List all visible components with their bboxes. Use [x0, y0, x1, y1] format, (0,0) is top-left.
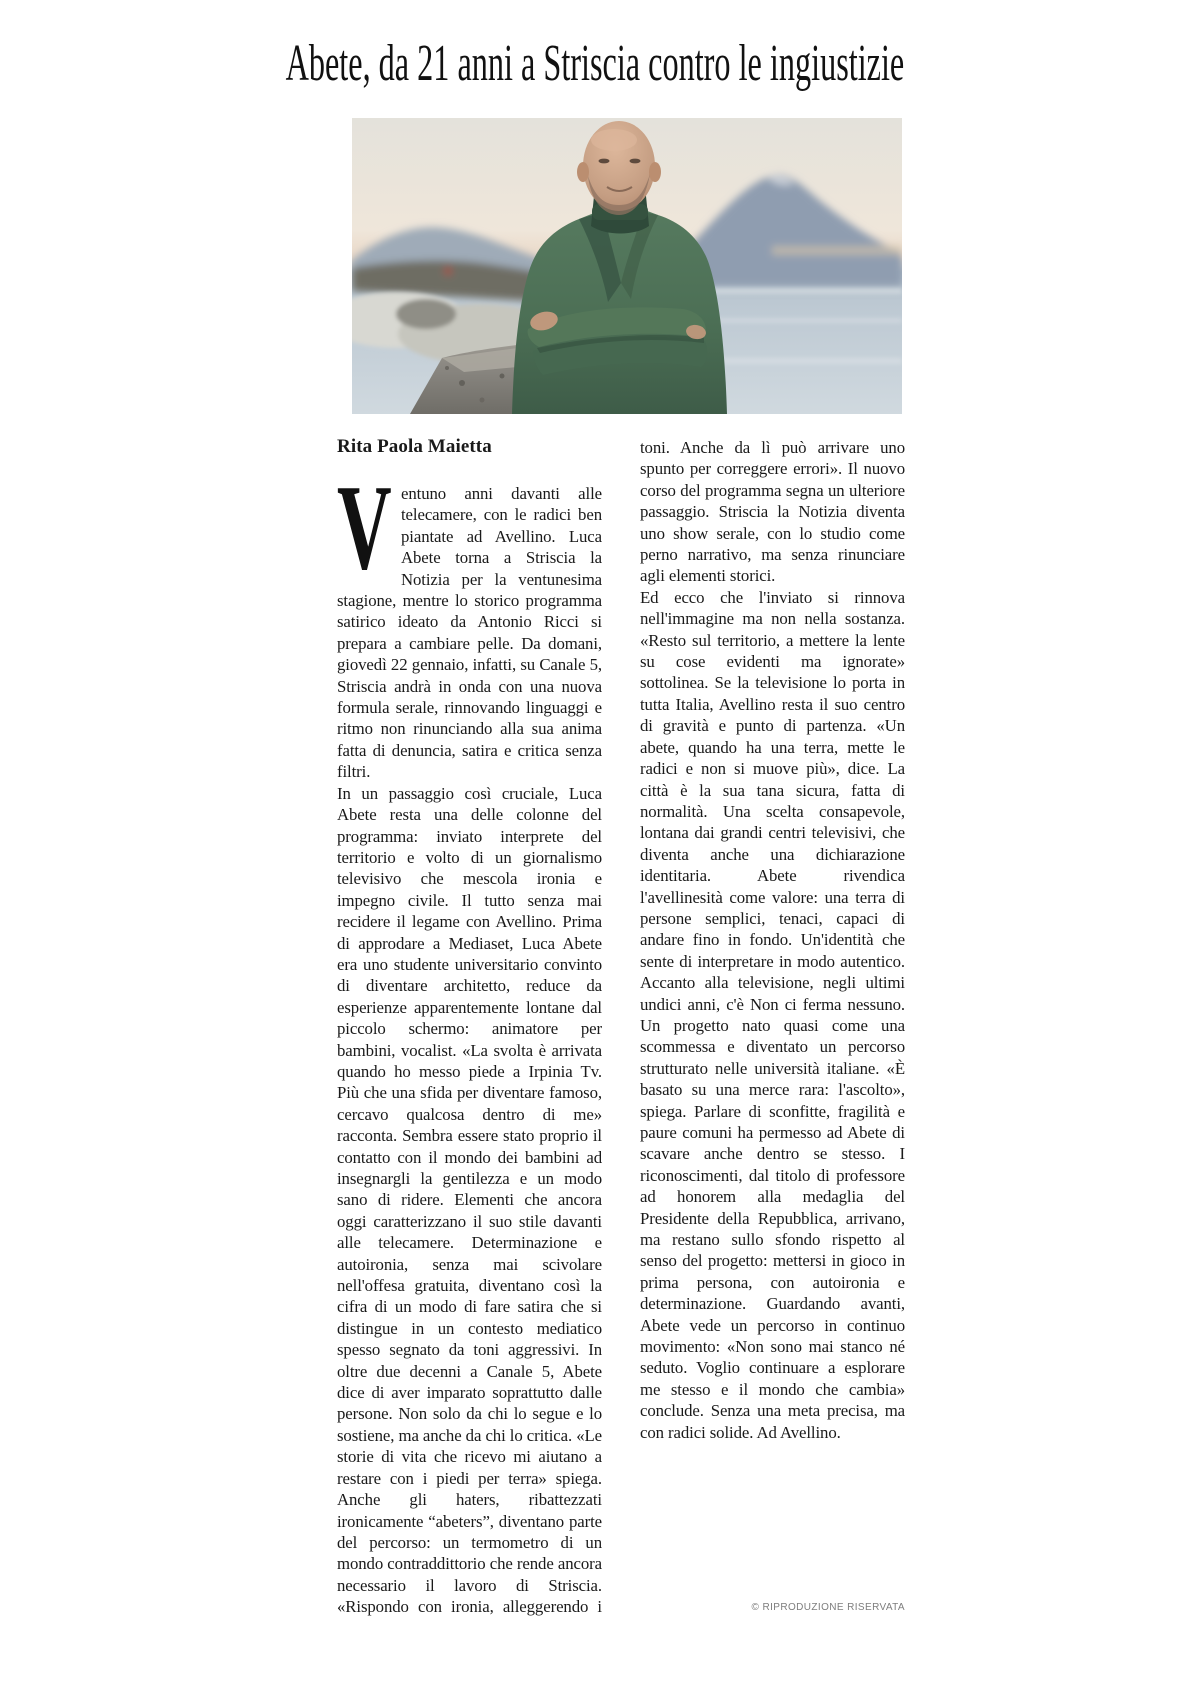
- paragraph-1-text: entuno anni davanti alle telecamere, con le radici ben piantate ad Avellino. Luca Abete torna a Striscia la Notizia per la ventunesima stagione, mentre lo storico programma satirico ideato da Antonio Ricci si prepara a cambiare pelle. Da domani, giovedì 22 gennaio, infatti, su Canale 5, Striscia andrà in onda con una nuova formula serale, rinnovando linguaggi e ritmo non rinunciando alla sua anima fatta di denuncia, satira e critica senza filtri.: [337, 484, 602, 782]
- article-photo: [352, 118, 902, 414]
- eye-right: [630, 159, 641, 164]
- red-buoy-dot: [444, 267, 452, 275]
- byline: Rita Paola Maietta: [337, 437, 492, 457]
- ear-left: [577, 162, 589, 182]
- paragraph-3: Ed ecco che l'inviato si rinnova nell'immagine ma non nella sostanza. «Resto sul territorio, a mettere la lente su cose evidenti ma ignorate» sottolinea. Se la televisione lo porta in tutta Italia, Avellino resta il suo centro di gravità e punto di partenza. «Un abete, quando ha una terra, mette le radici e non si muove più», dice. La città è la sua tana sicura, fatta di normalità. Una scelta consapevole, lontana dai grandi centri televisivi, che diventa anche una dichiarazione identitaria. Abete rivendica l'avellinesità come valore: una terra di persone semplici, tenaci, capaci di andare fino in fondo. Un'identità che sente di interpretare in modo autentico. Accanto alla televisione, negli ultimi undici anni, c'è Non ci ferma nessuno. Un progetto nato quasi come una scommessa e diventato un percorso strutturato nelle università italiane. «È basato su una merce rara: l'ascolto», spiega. Parlare di sconfitte, fragilità e paure comuni ha permesso ad Abete di scavare anche dentro se stesso. I riconoscimenti, dal titolo di professore ad honorem alla medaglia del Presidente della Repubblica, arrivano, ma restano sullo sfondo rispetto al senso del progetto: mettersi in gioco in prima persona, con autoironia e determinazione. Guardando avanti, Abete vede un percorso in continuo movimento: «Non sono mai stanco né seduto. Voglio continuare a esplorare me stesso e il mondo che cambia» conclude. Senza una meta precisa, ma con radici solide. Ad Avellino.: [640, 587, 905, 1442]
- headline-text: Abete, da 21 anni a Striscia contro le ingiustizie: [285, 35, 905, 92]
- paragraph-2: In un passaggio così cruciale, Luca Abete resta una delle colonne del programma: inviato interprete del territorio e volto di un giornalismo televisivo che mescola ironia e impegno civile. Il tutto senza mai recidere il legame con Avellino. Prima di approdare a Mediaset, Luca Abete era uno studente universitario convinto di diventare architetto, reduce da esperienze apparentemente lontane dal piccolo schermo: animatore per bambini, vocalist. «La svolta è arrivata quando ho messo piede a Irpinia Tv. Più che una sfida per diventare famoso, cercavo qualcosa dentro di me» racconta. Sembra essere stato proprio il contatto con il mondo dei bambini ad insegnargli la gentilezza e un modo sano di ridere. Elementi che ancora oggi caratterizzano il suo stile davanti alle telecamere. Determinazione e autoironia, senza mai scivolare nell'offesa gratuita, diventano così la cifra di un modo di fare satira che si distingue in un contesto mediatico spesso segnato da toni aggressivi. In oltre due decenni a Canale 5, Abete dice di aver imparato soprattutto dalle persone. Non solo da chi lo segue e lo sostiene, ma anche da chi lo critica. «Le storie di vita che ricevo mi aiutano a restare con i piedi per terra» spiega. Anche gli haters, ribattezzati ironicamente “abeters”, diventano parte del percorso: un termometro di un mondo contraddittorio che rende ancora necessario il lavoro di Striscia. «Rispondo con ironia, alleggerendo i toni. Anche da lì può arrivare uno spunto per correggere errori». Il nuovo corso del programma segna un ulteriore passaggio. Striscia la Notizia diventa uno show serale, con lo studio come perno narrativo, ma senza rinunciare agli elementi storici.: [337, 438, 905, 1617]
- paragraph-1: [337, 460, 602, 783]
- copyright-notice: © RIPRODUZIONE RISERVATA: [751, 1601, 905, 1613]
- head-highlight: [591, 129, 637, 151]
- eye-left: [599, 159, 610, 164]
- photo-illustration: [352, 118, 902, 414]
- dropcap: V: [337, 460, 392, 595]
- article-headline: [0, 35, 1190, 92]
- article-body: [337, 437, 905, 1622]
- far-coast-lights: [772, 246, 902, 255]
- ear-right: [649, 162, 661, 182]
